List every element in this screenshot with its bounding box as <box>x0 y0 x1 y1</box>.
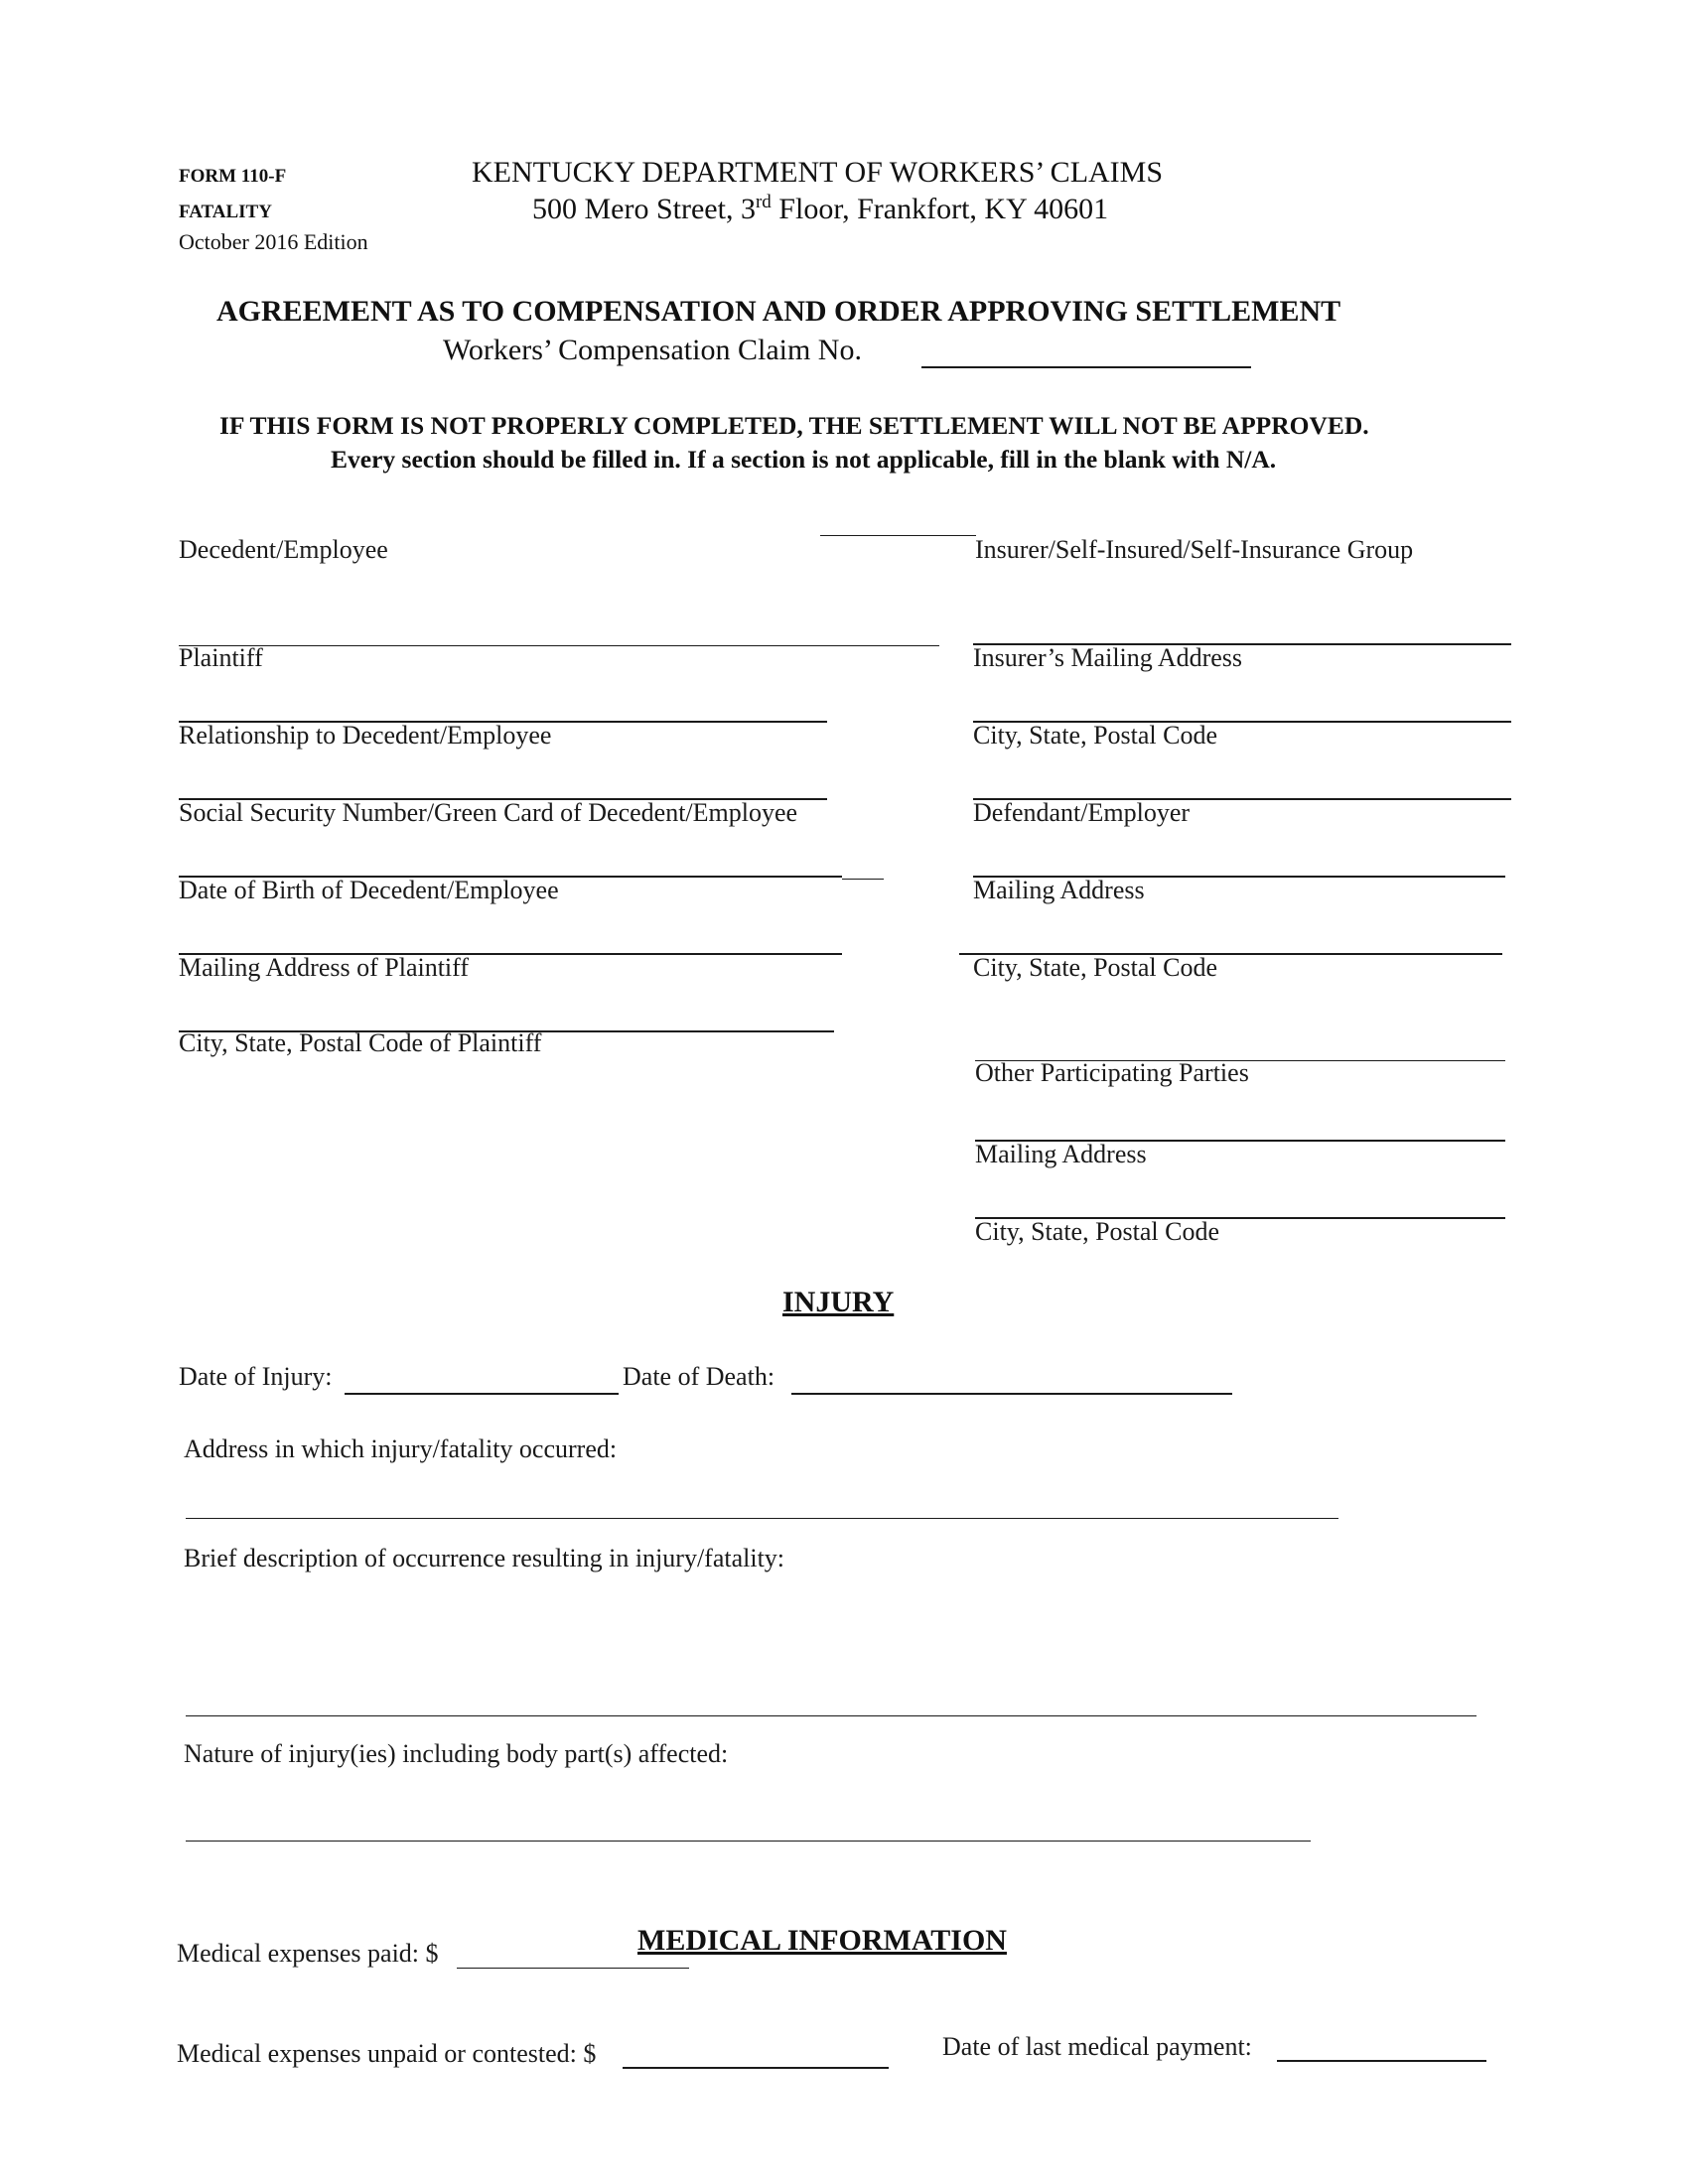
page-title: AGREEMENT AS TO COMPENSATION AND ORDER APPROVING SETTLEMENT <box>216 295 1341 328</box>
last-medical-payment-field[interactable] <box>1277 2060 1486 2062</box>
employer-mailing-address-label: Mailing Address <box>973 876 1145 904</box>
form-number: FORM 110-F <box>179 166 287 187</box>
plaintiff-mailing-address-label: Mailing Address of Plaintiff <box>179 953 470 982</box>
insurer-mailing-address-label: Insurer’s Mailing Address <box>973 643 1243 672</box>
medical-expenses-unpaid-label: Medical expenses unpaid or contested: $ <box>177 2039 597 2068</box>
agency-name: KENTUCKY DEPARTMENT OF WORKERS’ CLAIMS <box>472 156 1164 189</box>
medical-expenses-unpaid-field[interactable] <box>623 2067 889 2069</box>
last-medical-payment-label: Date of last medical payment: <box>942 2032 1252 2061</box>
date-of-birth-field-tail <box>842 879 884 880</box>
warning-line-2: Every section should be filled in. If a section is not applicable, fill in the blank with N/A. <box>331 445 1277 474</box>
medical-expenses-paid-label: Medical expenses paid: $ <box>177 1939 439 1968</box>
injury-heading: INJURY <box>782 1286 895 1318</box>
other-parties-label: Other Participating Parties <box>975 1058 1249 1087</box>
relationship-label: Relationship to Decedent/Employee <box>179 721 552 750</box>
date-of-death-field[interactable] <box>791 1393 1232 1395</box>
form-edition: October 2016 Edition <box>179 229 368 254</box>
injury-description-field[interactable] <box>186 1715 1477 1716</box>
insurer-city-state-label: City, State, Postal Code <box>973 721 1218 750</box>
decedent-employee-label: Decedent/Employee <box>179 535 388 564</box>
warning-line-1: IF THIS FORM IS NOT PROPERLY COMPLETED, THE SETTLEMENT WILL NOT BE APPROVED. <box>219 411 1369 440</box>
injury-nature-label: Nature of injury(ies) including body part(s) affected: <box>184 1739 729 1768</box>
date-of-injury-field[interactable] <box>345 1393 619 1395</box>
plaintiff-label: Plaintiff <box>179 643 263 672</box>
insurer-label: Insurer/Self-Insured/Self-Insurance Group <box>975 535 1414 564</box>
employer-city-state-label: City, State, Postal Code <box>973 953 1218 982</box>
medical-expenses-paid-field[interactable] <box>457 1968 689 1969</box>
plaintiff-city-state-label: City, State, Postal Code of Plaintiff <box>179 1028 542 1057</box>
injury-description-label: Brief description of occurrence resulting in injury/fatality: <box>184 1544 785 1572</box>
agency-address: 500 Mero Street, 3rd Floor, Frankfort, KY 40601 <box>532 192 1109 225</box>
insurer-field[interactable] <box>820 535 976 536</box>
date-of-death-label: Date of Death: <box>623 1362 775 1391</box>
claim-number-field[interactable] <box>921 366 1251 368</box>
medical-information-heading: MEDICAL INFORMATION <box>637 1924 1007 1957</box>
claim-number-label: Workers’ Compensation Claim No. <box>443 334 862 366</box>
other-parties-city-state-label: City, State, Postal Code <box>975 1217 1220 1246</box>
other-parties-mailing-address-label: Mailing Address <box>975 1140 1147 1168</box>
injury-address-field[interactable] <box>186 1518 1338 1519</box>
injury-address-label: Address in which injury/fatality occurred: <box>184 1434 618 1463</box>
ssn-label: Social Security Number/Green Card of Decedent/Employee <box>179 798 798 827</box>
form-type: FATALITY <box>179 202 272 222</box>
injury-nature-field[interactable] <box>186 1841 1311 1842</box>
plaintiff-field[interactable] <box>179 645 939 646</box>
defendant-employer-label: Defendant/Employer <box>973 798 1191 827</box>
date-of-birth-label: Date of Birth of Decedent/Employee <box>179 876 559 904</box>
date-of-injury-label: Date of Injury: <box>179 1362 333 1391</box>
